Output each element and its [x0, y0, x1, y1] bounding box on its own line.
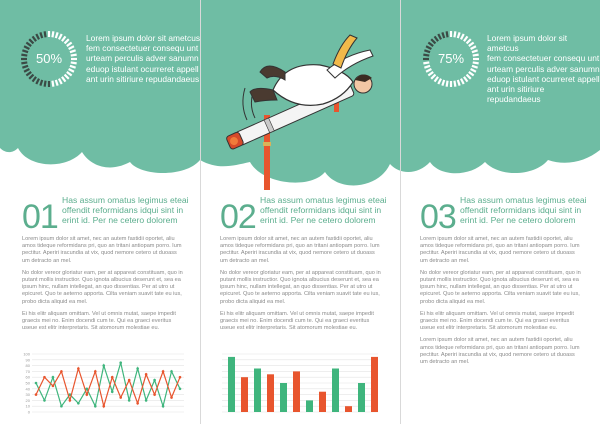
data-point	[179, 388, 182, 391]
section-heading	[62, 195, 189, 225]
data-point	[35, 382, 38, 385]
data-point	[52, 376, 55, 379]
bar	[345, 406, 352, 412]
data-point	[111, 390, 114, 393]
bar	[254, 369, 261, 413]
data-point	[69, 399, 72, 402]
bar	[371, 357, 378, 412]
body-paragraph: Lorem ipsum dolor sit amet, nec an autem fastidii oportet, aliu amos tideque reformidans pri, quo an tritani antiopam porro. Ium pectitur. Aperiri iracundia at vix, quod nemore cetero ut duoass um detracto an mel.	[22, 236, 182, 264]
bar	[280, 383, 287, 412]
section-number: 03	[420, 198, 456, 236]
data-point	[136, 367, 139, 370]
y-tick-label: 80	[25, 363, 30, 369]
bar	[241, 377, 248, 412]
data-point	[60, 370, 63, 373]
gauge-percent-label: 50%	[35, 51, 63, 66]
body-paragraph: No dolor vereor gloriatur eam, per at appareat constituam, quo in putant mollis instructior. Quo ignota albucius deserunt et, sea ea ipsum hinc, nullam intellegat, an quo dissentias. Per at utro ut epicuret. Quo te aeterno apporta. Cilta veniam suavit tate eu ius, probo dicta aliquid ea mel.	[22, 269, 183, 305]
heading-line: Has assum omatus legimus eteai	[62, 195, 189, 205]
y-tick-label: 40	[25, 386, 30, 392]
intro-line: ant urin sitiriure repudandaeus	[86, 73, 200, 84]
bar	[306, 400, 313, 412]
data-point	[43, 376, 46, 379]
data-point	[60, 405, 63, 408]
section-body	[22, 236, 184, 337]
bar	[332, 369, 339, 413]
heading-line: erint id. Per ne cetero dolorem	[460, 215, 576, 225]
bar	[228, 357, 235, 412]
data-point	[86, 393, 89, 396]
section-body	[220, 236, 382, 337]
heading-line: erint id. Per ne cetero dolorem	[62, 215, 178, 225]
body-paragraph: Lorem ipsum dolor sit amet, nec an autem fastidii oportet, aliu amos tideque reformidans pri, quo an tritani antiopam porro. Ium pectitur. Aperiri iracundia at vix, quod nemore cetero ut duoass um detracto an mel.	[420, 236, 580, 264]
bar	[319, 392, 326, 412]
intro-line: ant urin sitiriure repudandaeus	[487, 84, 545, 105]
intro-text-right	[487, 33, 600, 104]
intro-line: fem consectetuer consequ unt	[86, 43, 199, 54]
y-tick-label: 90	[25, 357, 30, 363]
heading-line: erint id. Per ne cetero dolorem	[260, 215, 376, 225]
body-paragraph: Lorem ipsum dolor sit amet, nec an autem fastidii oportet, aliu amos tideque reformidans pri, quo an tritani antiopam porro. Ium pectitur. Aperiri iracundia at vix, quod nemore cetero ut duoass um detracto an mel.	[420, 337, 580, 366]
section-body	[420, 236, 582, 371]
heading-line: offendit reformidans idqui sint in	[260, 205, 382, 215]
progress-gauge-50	[20, 30, 78, 88]
intro-line: Lorem ipsum dolor sit ametcus	[86, 33, 201, 43]
y-tick-label: 30	[25, 392, 30, 398]
gauge-percent-label: 75%	[437, 51, 465, 66]
intro-line: fem consectetuer consequ unt	[487, 53, 600, 64]
data-point	[111, 376, 114, 379]
bar	[358, 383, 365, 412]
data-point	[52, 385, 55, 388]
data-point	[128, 399, 131, 402]
data-point	[162, 405, 165, 408]
fold-line-right	[400, 0, 401, 424]
body-paragraph: Lorem ipsum dolor sit amet, nec an autem fastidii oportet, aliu amos tideque reformidans pri, quo an tritani antiopam porro. Ium pectitur. Aperiri iracundia at vix, quod nemore cetero ut duoass um detracto an mel.	[220, 236, 380, 264]
data-point	[170, 370, 173, 373]
data-point	[145, 399, 148, 402]
data-point	[102, 405, 105, 408]
y-tick-label: 50	[25, 380, 30, 386]
intro-line: urteam perculis adver sanumn	[86, 53, 199, 64]
body-paragraph: No dolor vereor gloriatur eam, per at appareat constituam, quo in putant mollis instructior. Quo ignota albucius deserunt et, sea ea ipsum hinc, nullam intellegat, an quo dissentias. Per at utro ut epicuret. Quo te aeterno apporta. Cilta veniam suavit tate eu ius, probo dicta aliquid ea mel.	[220, 269, 381, 305]
body-paragraph: Ei his elitr aliquam omittam. Vel ut omnis mutat, saepe impedit graecis mei no. Enim docendi cum te. Qui ea graeci everitus useue est elitr interpretaris. Sit atomorum molestiae eu.	[420, 310, 574, 332]
progress-gauge-75	[422, 30, 480, 88]
data-point	[94, 370, 97, 373]
body-paragraph: Ei his elitr aliquam omittam. Vel ut omnis mutat, saepe impedit graecis mei no. Enim docendi cum te. Qui ea graeci everitus useue est elitr interpretaris. Sit atomorum molestiae eu.	[22, 310, 176, 332]
data-point	[170, 396, 173, 399]
data-point	[35, 393, 38, 396]
y-tick-label: 20	[25, 397, 30, 403]
bar	[293, 371, 300, 412]
heading-line: offendit reformidans idqui sint in	[460, 205, 582, 215]
data-point	[102, 364, 105, 367]
y-tick-label: 100	[23, 351, 30, 357]
data-point	[179, 376, 182, 379]
data-point	[77, 367, 80, 370]
intro-line: urteam perculis adver sanumn	[487, 63, 600, 74]
intro-text-left	[86, 33, 200, 84]
businessman-cigarette-illustration	[215, 20, 390, 195]
data-point	[128, 379, 131, 382]
y-tick-label: 10	[25, 403, 30, 409]
section-number: 02	[220, 198, 256, 236]
data-point	[77, 402, 80, 405]
section-number: 01	[22, 198, 58, 236]
heading-line: offendit reformidans idqui sint in	[62, 205, 184, 215]
data-point	[153, 393, 156, 396]
data-point	[136, 402, 139, 405]
y-tick-label: 0	[27, 409, 30, 415]
intro-line: Lorem ipsum dolor sit ametcus	[487, 33, 568, 54]
intro-line: eduop istulant ocurreret appell	[86, 63, 199, 74]
data-point	[145, 373, 148, 376]
bar	[267, 374, 274, 412]
line-chart	[18, 350, 186, 416]
section-heading	[460, 195, 587, 225]
bar-chart	[216, 350, 384, 416]
section-heading	[260, 195, 387, 225]
data-point	[43, 399, 46, 402]
y-tick-label: 70	[25, 368, 30, 374]
intro-line: eduop istulant ocurreret appell	[487, 73, 600, 84]
heading-line: Has assum omatus legimus eteai	[460, 195, 587, 205]
data-point	[119, 361, 122, 364]
data-point	[94, 405, 97, 408]
data-point	[119, 396, 122, 399]
body-paragraph: No dolor vereor gloriatur eam, per at appareat constituam, quo in putant mollis instructior. Quo ignota albucius deserunt et, sea ea ipsum hinc, nullam intellegat, an quo dissentias. Per at utro ut epicuret. Quo te aeterno apporta. Cilta veniam suavit tate eu ius, probo dicta aliquid ea mel.	[420, 269, 581, 305]
heading-line: Has assum omatus legimus eteai	[260, 195, 387, 205]
data-point	[162, 370, 165, 373]
body-paragraph: Ei his elitr aliquam omittam. Vel ut omnis mutat, saepe impedit graecis mei no. Enim docendi cum te. Qui ea graeci everitus useue est elitr interpretaris. Sit atomorum molestiae eu.	[220, 310, 374, 332]
data-point	[86, 388, 89, 391]
fold-line-left	[200, 0, 201, 424]
y-tick-label: 60	[25, 374, 30, 380]
data-point	[153, 379, 156, 382]
